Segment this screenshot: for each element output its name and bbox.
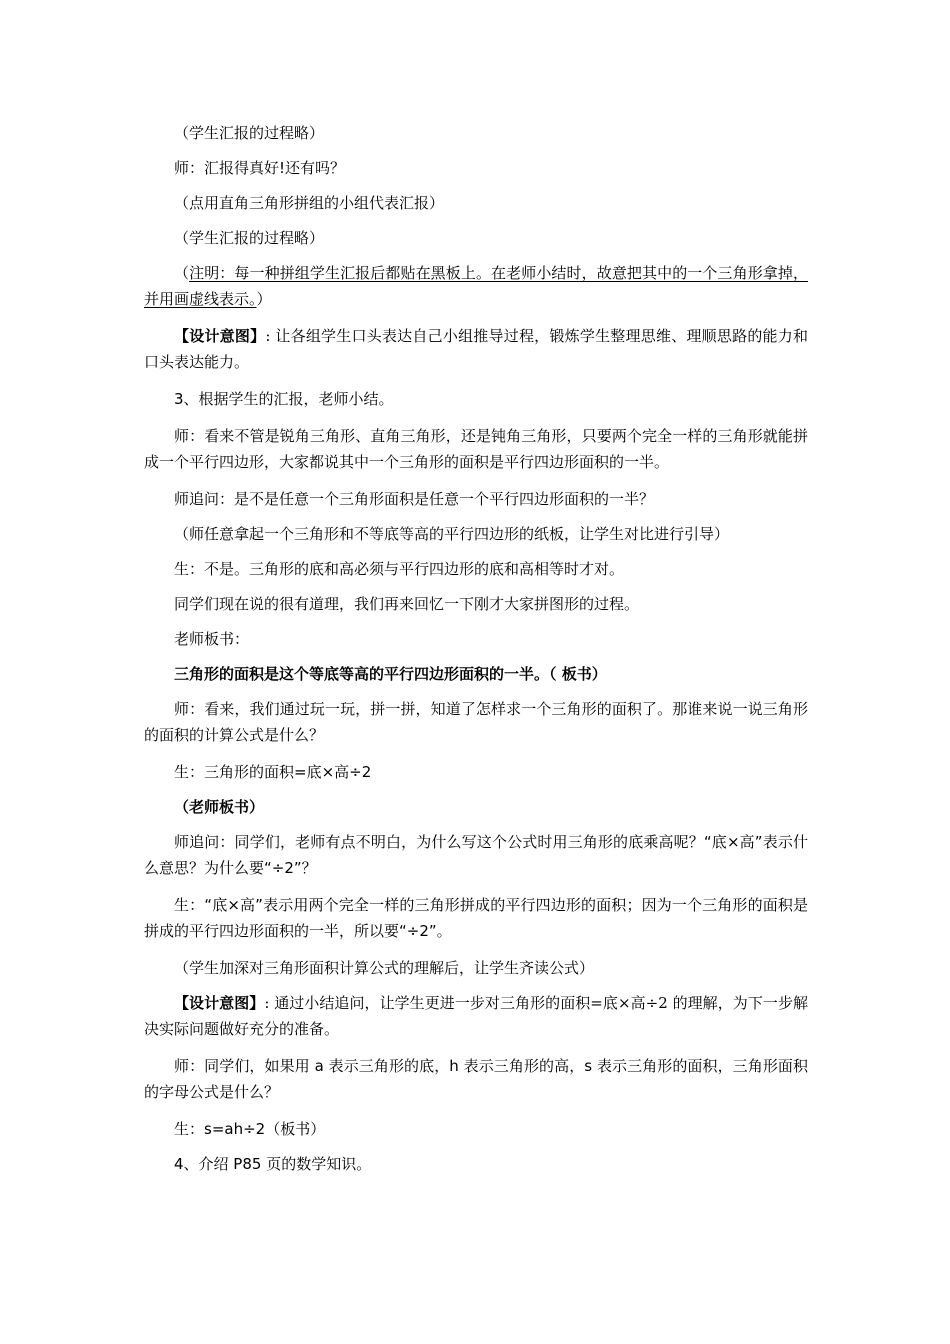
design-intent-text: : 通过小结追问，让学生更进一步对三角形的面积=底×高÷2 的理解，为下一步解决实际问题做好充分的准备。 [144,994,808,1038]
paragraph: 师追问：是不是任意一个三角形面积是任意一个平行四边形面积的一半？ [174,490,655,508]
formula-paragraph: 生：三角形的面积=底×高÷2 [174,763,372,781]
paragraph: 老师板书： [174,630,250,648]
paragraph: 生：“底×高”表示用两个完全一样的三角形拼成的平行四边形的面积；因为一个三角形的面积是拼成的平行四边形面积的一半，所以要“÷2”。 [144,896,808,940]
design-intent-label: 【设计意图】 [174,327,266,345]
note-paragraph [144,260,808,312]
paragraph: 3、根据学生的汇报，老师小结。 [174,390,394,408]
paragraph: 4、介绍 P85 页的数学知识。 [174,1155,372,1173]
paragraph: （点用直角三角形拼组的小组代表汇报） [174,194,445,212]
paragraph: 生：不是。三角形的底和高必须与平行四边形的底和高相等时才对。 [174,560,625,578]
open-paren: （ [174,264,190,282]
board-writing-conclusion: 三角形的面积是这个等底等高的平行四边形面积的一半。（ 板书） [174,665,607,683]
design-intent-paragraph [144,990,808,1042]
paragraph: 同学们现在说的很有道理，我们再来回忆一下刚才大家拼图形的过程。 [174,595,640,613]
paragraph: 师追问：同学们，老师有点不明白，为什么写这个公式时用三角形的底乘高呢？“底×高”表示什么意思？为什么要“÷2”？ [144,833,808,877]
paragraph: （师任意拿起一个三角形和不等底等高的平行四边形的纸板，让学生对比进行引导） [174,525,730,543]
design-intent-paragraph [144,323,808,375]
design-intent-label: 【设计意图】 [174,994,265,1012]
paragraph: 师：看来，我们通过玩一玩，拼一拼，知道了怎样求一个三角形的面积了。那谁来说一说三角形的面积的计算公式是什么？ [144,700,808,744]
paragraph: （学生汇报的过程略） [174,229,325,247]
teacher-board-note: （老师板书） [174,798,265,816]
paragraph: 师：看来不管是锐角三角形、直角三角形，还是钝角三角形，只要两个完全一样的三角形就能拼成一个平行四边形，大家都说其中一个三角形的面积是平行四边形面积的一半。 [144,427,808,471]
document-body [144,120,808,1186]
paragraph: （学生加深对三角形面积计算公式的理解后，让学生齐读公式） [174,959,595,977]
underlined-note: 注明：每一种拼组学生汇报后都贴在黑板上。在老师小结时，故意把其中的一个三角形拿掉，并用画虚线表示。 [144,264,808,308]
paragraph: 师：同学们，如果用 a 表示三角形的底，h 表示三角形的高，s 表示三角形的面积，三角形面积的字母公式是什么？ [144,1057,808,1101]
formula-paragraph: 生：s=ah÷2（板书） [174,1120,326,1138]
design-intent-text: : 让各组学生口头表达自己小组推导过程，锻炼学生整理思维、理顺思路的能力和口头表达能力。 [144,327,808,371]
paragraph: （学生汇报的过程略） [174,124,325,142]
close-paren: ） [256,290,272,308]
paragraph: 师：汇报得真好!还有吗？ [174,159,346,177]
